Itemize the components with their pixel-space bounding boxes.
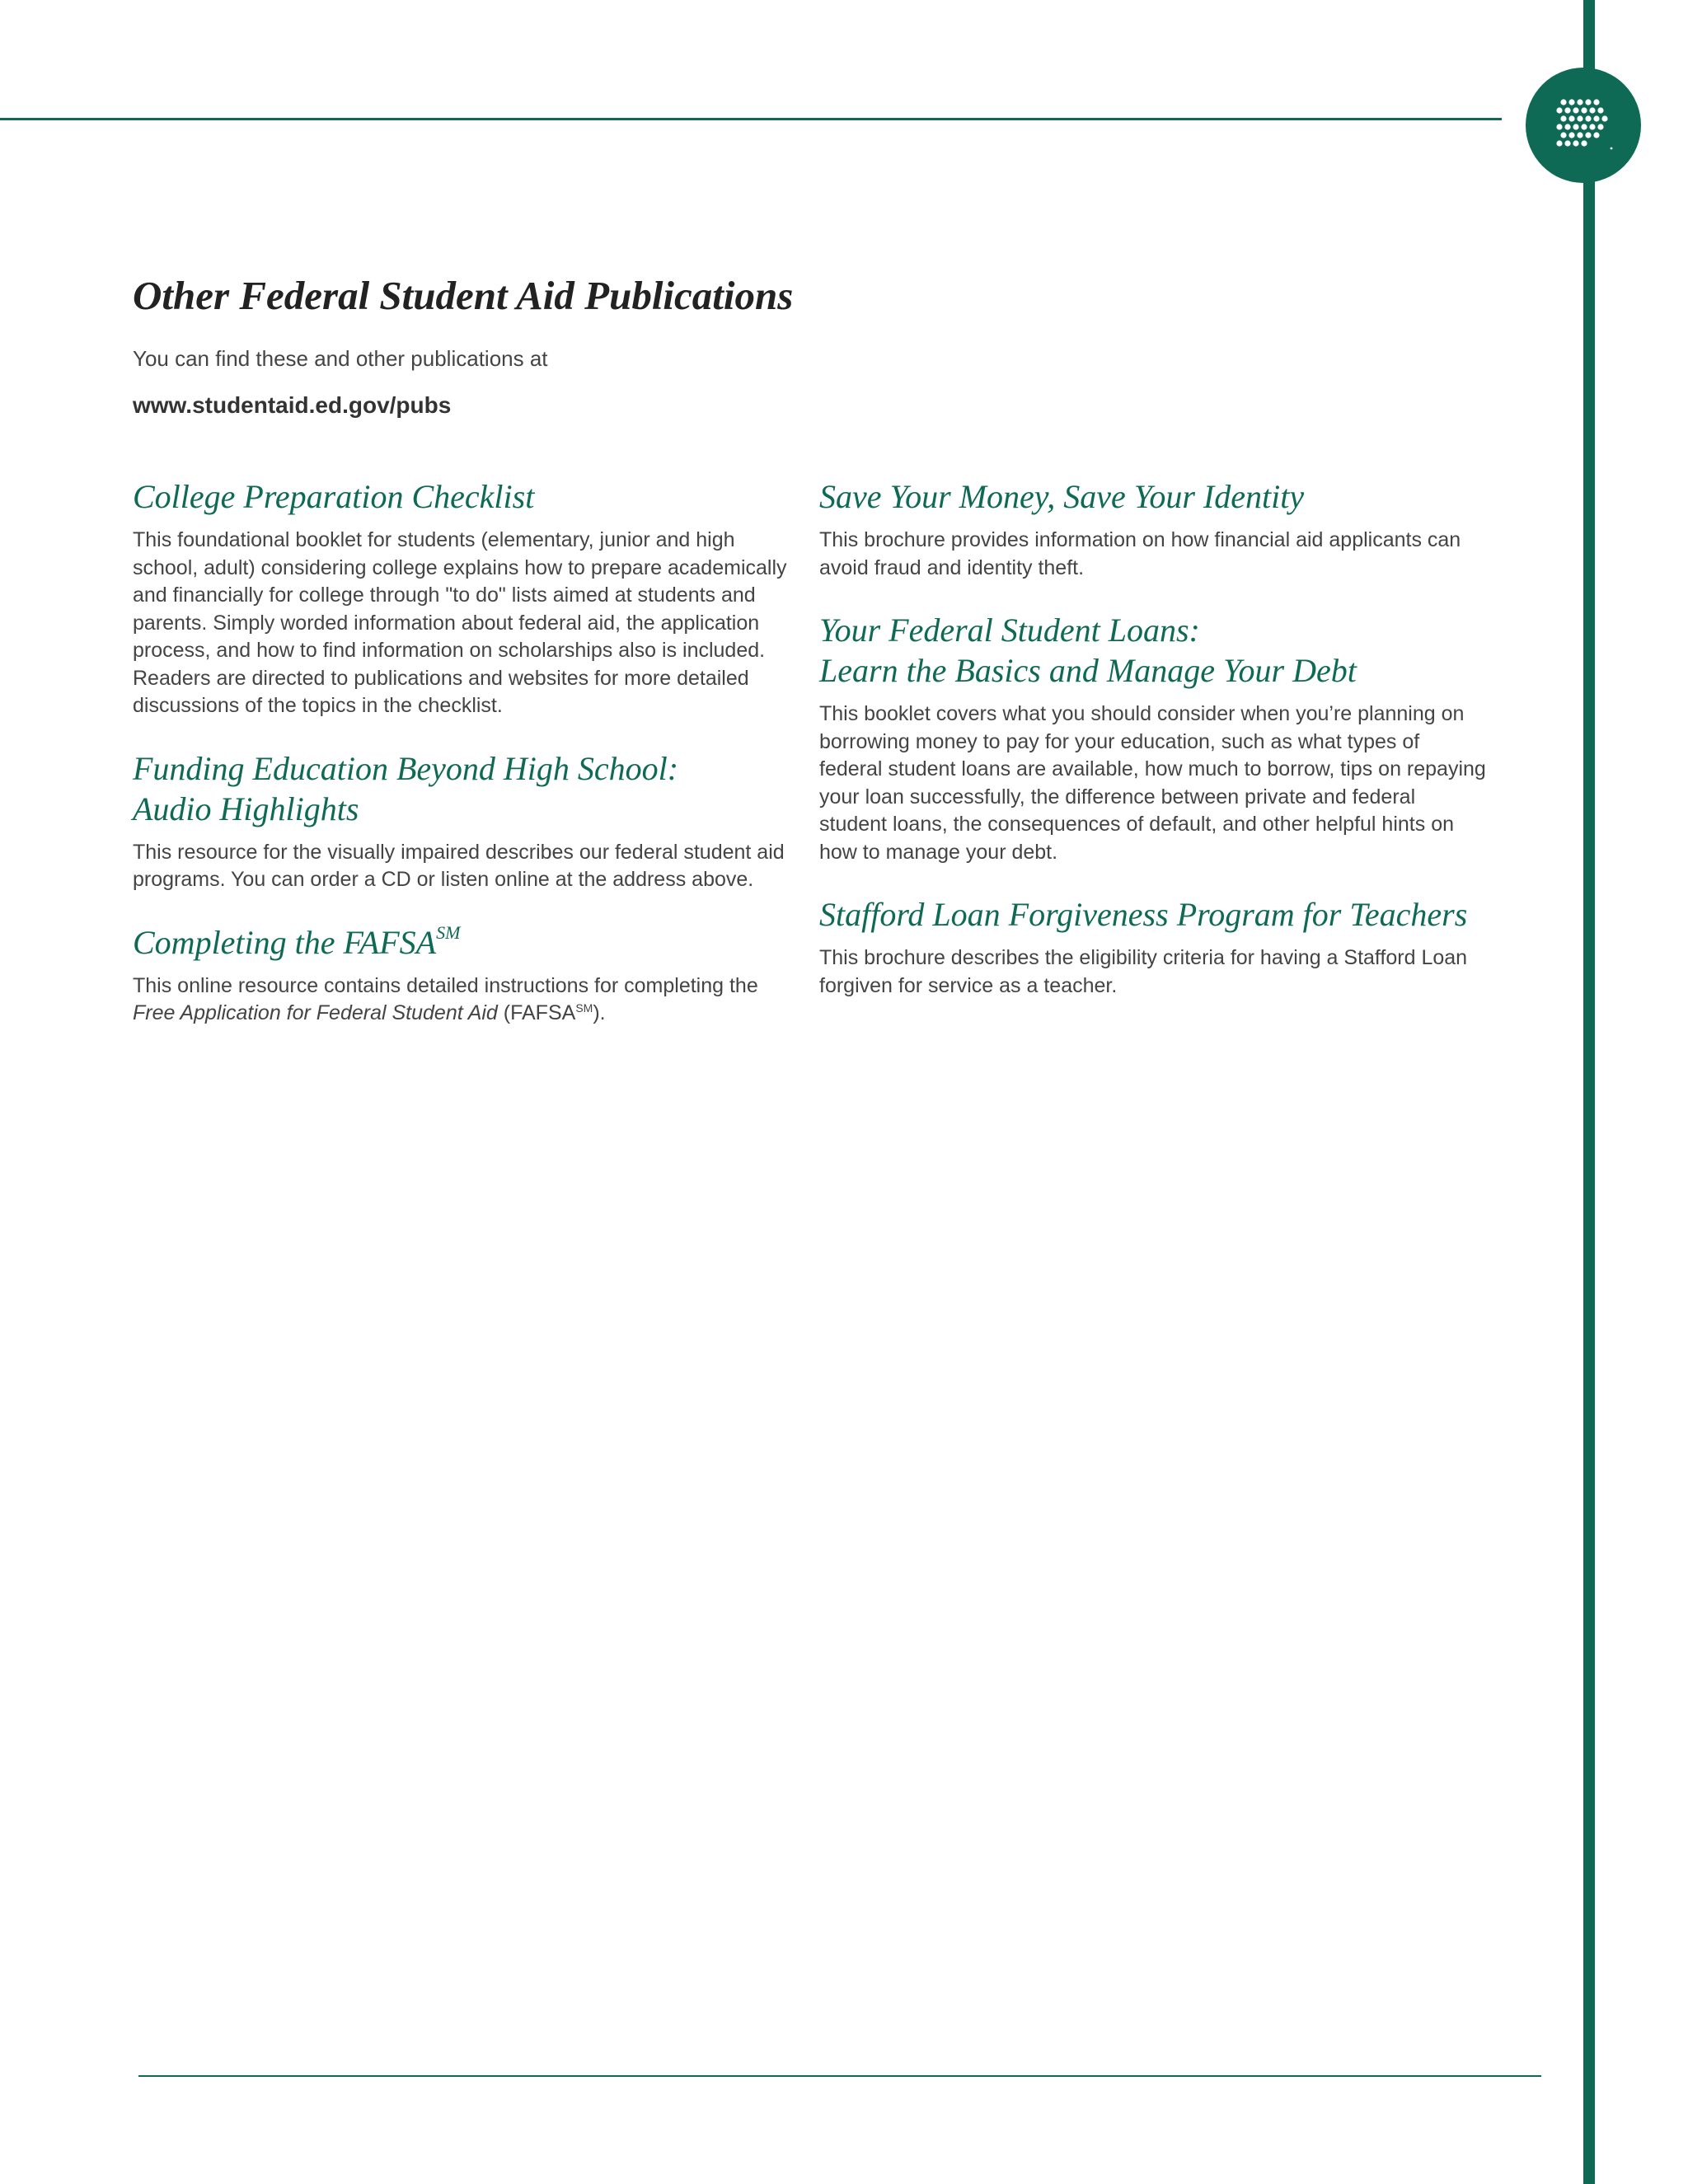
description-mid: (FAFSA [497,1001,576,1024]
publication-completing-fafsa [133,922,792,1028]
right-edge-bar [1583,0,1595,2184]
publication-title: Save Your Money, Save Your Identity [819,478,1305,515]
title-line-1: Your Federal Student Loans: [819,612,1200,649]
publication-description: This brochure describes the eligibility criteria for having a Stafford Loan forgiven for service as a teacher. [819,946,1468,997]
publication-student-loans [819,610,1487,866]
publication-save-money [819,476,1487,582]
publication-description: This foundational booklet for students (elementary, junior and high school, adult) considering college explains how to prepare academically and financially for college through "to do" lists aimed at students and parents. Simply worded information about federal aid, the application process, and how to find information on scholarships also is included. Readers are directed to publications and websites for more detailed discussions of the topics in the checklist. [133,528,787,717]
service-mark: SM [575,1001,593,1015]
left-column [133,476,792,1056]
title-text: Completing the FAFSA [133,923,437,961]
dot-grid-logo-icon [1526,68,1641,183]
publication-college-prep [133,476,792,720]
description-start: This online resource contains detailed instructions for completing the [133,973,758,997]
top-divider [0,118,1502,120]
publication-title [819,610,1487,691]
publication-title: College Preparation Checklist [133,478,535,515]
intro-text: You can find these and other publications at [133,346,548,371]
bottom-divider [138,2075,1541,2077]
title-line-2: Learn the Basics and Manage Your Debt [819,652,1357,689]
publication-title: Stafford Loan Forgiveness Program for Teachers [819,896,1468,933]
title-line-2: Audio Highlights [133,790,359,827]
publication-title [133,922,792,963]
publication-description [133,972,792,1028]
right-column [819,476,1487,1028]
publication-title [133,748,792,829]
fafsa-full-name: Free Application for Federal Student Aid [133,1001,498,1024]
description-end: ). [593,1001,606,1024]
publication-stafford [819,894,1487,1000]
publications-url[interactable]: www.studentaid.ed.gov/pubs [133,392,452,418]
page-title: Other Federal Student Aid Publications [133,273,794,318]
title-line-1: Funding Education Beyond High School: [133,749,679,787]
logo-badge [1526,68,1641,183]
publication-description: This brochure provides information on how financial aid applicants can avoid fraud and identity theft. [819,528,1461,579]
publication-description: This resource for the visually impaired describes our federal student aid programs. You can order a CD or listen online at the address above. [133,840,785,891]
publication-funding-audio [133,748,792,894]
service-mark: SM [436,921,461,943]
publication-description: This booklet covers what you should consider when you’re planning on borrowing money to pay for your education, such as what types of federal student loans are available, how much to borrow, tips on repaying your loan successfully, the difference between private and federal student loans, the consequences of default, and other helpful hints on how to manage your debt. [819,702,1486,864]
